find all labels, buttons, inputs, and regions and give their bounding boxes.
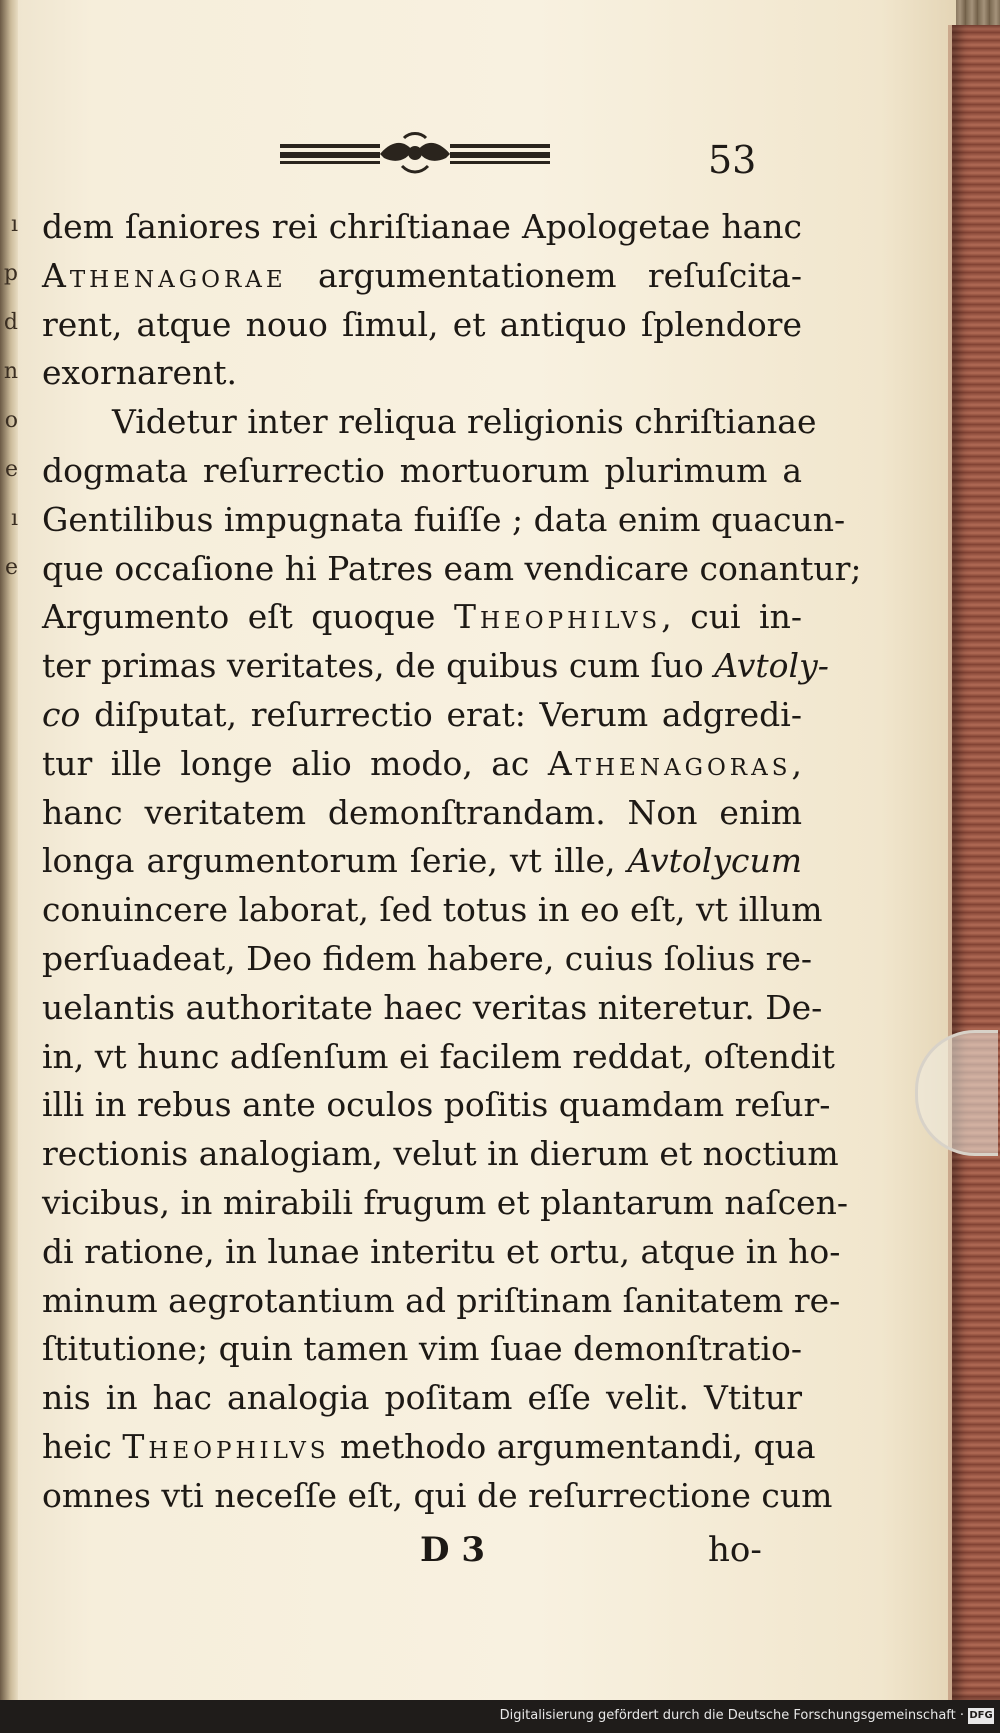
text-segment: , cui in-: [661, 597, 802, 637]
text-line: [42, 691, 802, 740]
footer-bar: [0, 1700, 1000, 1733]
text-line: [42, 837, 802, 886]
text-segment: que occaſione hi Patres eam vendicare conantur;: [42, 548, 862, 588]
text-line: [42, 935, 813, 984]
text-line: [42, 398, 817, 447]
small-caps-name: Athenagorae: [42, 255, 287, 295]
text-line: [42, 1228, 841, 1277]
text-line: [42, 349, 802, 398]
text-segment: nis in hac analogia poſitam eſſe velit. Vtitur: [42, 1378, 802, 1418]
text-segment: perſuadeat, Deo fidem habere, cuius ſolius re-: [42, 938, 813, 978]
text-line: [42, 545, 862, 594]
text-segment: diſputat, reſurrectio erat: Verum adgredi-: [80, 694, 802, 734]
text-segment: rectionis analogiam, velut in dierum et noctium: [42, 1134, 839, 1174]
text-line: [42, 789, 802, 838]
text-line: [42, 1081, 831, 1130]
text-segment: Argumento eſt quoque: [42, 597, 454, 637]
small-caps-name: Theophilvs: [453, 597, 662, 637]
text-segment: argumentationem reſuſcita-: [286, 255, 802, 295]
small-caps-name: Theophilvs: [122, 1426, 330, 1466]
text-line: [42, 886, 823, 935]
italic-word: co: [42, 694, 81, 734]
text-line: [42, 1033, 835, 1082]
book-page: [18, 0, 956, 1700]
text-line: [42, 1179, 848, 1228]
text-line: [42, 642, 829, 691]
text-segment: ſtitutione; quin tamen vim ſuae demonſtratio-: [42, 1329, 802, 1369]
text-line: [42, 447, 802, 496]
page-number: 53: [708, 138, 757, 182]
text-line: [42, 252, 802, 301]
text-line: [42, 1277, 841, 1326]
text-segment: exornarent.: [42, 353, 238, 393]
funding-credit: Digitalisierung gefördert durch die Deutsche Forschungsgemeinschaft ·: [499, 1708, 964, 1723]
text-line: [42, 496, 846, 545]
text-line: [42, 593, 802, 642]
text-segment: minum aegrotantium ad priſtinam ſanitatem re-: [42, 1280, 841, 1320]
book-binding-edge: [948, 25, 1000, 1700]
catchword: ho-: [708, 1530, 762, 1570]
margin-letter: n: [3, 359, 18, 384]
text-segment: di ratione, in lunae interitu et ortu, atque in ho-: [42, 1231, 841, 1271]
text-line: [42, 1325, 802, 1374]
text-segment: conuincere laborat, ſed totus in eo eſt, vt illum: [42, 890, 823, 930]
text-line: [42, 1472, 833, 1521]
text-segment: vicibus, in mirabili frugum et plantarum naſcen-: [42, 1182, 848, 1222]
text-line: [42, 203, 802, 252]
margin-letter: p: [3, 261, 18, 286]
text-segment: longa argumentorum ſerie, vt ille,: [42, 841, 628, 881]
text-segment: omnes vti neceſſe eſt, qui de reſurrectione cum: [42, 1475, 833, 1515]
margin-letter: ı: [10, 506, 18, 531]
margin-letters: [0, 200, 18, 592]
small-caps-name: Athenagoras: [547, 743, 792, 783]
signature-mark: D 3: [420, 1530, 485, 1570]
text-line: [42, 1130, 839, 1179]
text-segment: Gentilibus impugnata fuiſſe ; data enim quacun-: [42, 499, 846, 539]
body-text: [42, 203, 862, 1521]
text-segment: Videtur inter reliqua religionis chriſtianae: [112, 402, 817, 442]
text-segment: in, vt hunc adſenſum ei facilem reddat, oſtendit: [42, 1036, 835, 1076]
text-line: [42, 984, 823, 1033]
text-line: [42, 1423, 816, 1472]
text-segment: illi in rebus ante oculos poſitis quamdam reſur-: [42, 1085, 831, 1125]
text-segment: methodo argumentandi, qua: [329, 1426, 816, 1466]
text-segment: ter primas veritates, de quibus cum ſuo: [42, 646, 715, 686]
text-line: [42, 740, 802, 789]
italic-word: Avtolycum: [627, 841, 802, 881]
text-segment: ,: [791, 743, 802, 783]
dfg-logo-icon: DFG: [968, 1708, 994, 1724]
text-segment: uelantis authoritate haec veritas niteretur. De-: [42, 987, 823, 1027]
text-segment: heic: [42, 1426, 123, 1466]
previous-page-edge: [0, 0, 18, 1700]
text-segment: rent, atque nouo ſimul, et antiquo ſplendore: [42, 304, 802, 344]
margin-letter: e: [4, 457, 18, 482]
margin-letter: d: [3, 310, 18, 335]
text-segment: tur ille longe alio modo, ac: [42, 743, 548, 783]
italic-word: Avtoly-: [714, 646, 829, 686]
text-segment: dogmata reſurrectio mortuorum plurimum a: [42, 450, 802, 490]
margin-letter: e: [4, 555, 18, 580]
ornament-headpiece: [280, 130, 550, 176]
text-line: [42, 1374, 802, 1423]
text-line: [42, 301, 802, 350]
text-segment: hanc veritatem demonſtrandam. Non enim: [42, 792, 802, 832]
text-segment: dem ſaniores rei chriſtianae Apologetae hanc: [42, 207, 802, 246]
margin-letter: ı: [10, 212, 18, 237]
margin-letter: o: [4, 408, 18, 433]
